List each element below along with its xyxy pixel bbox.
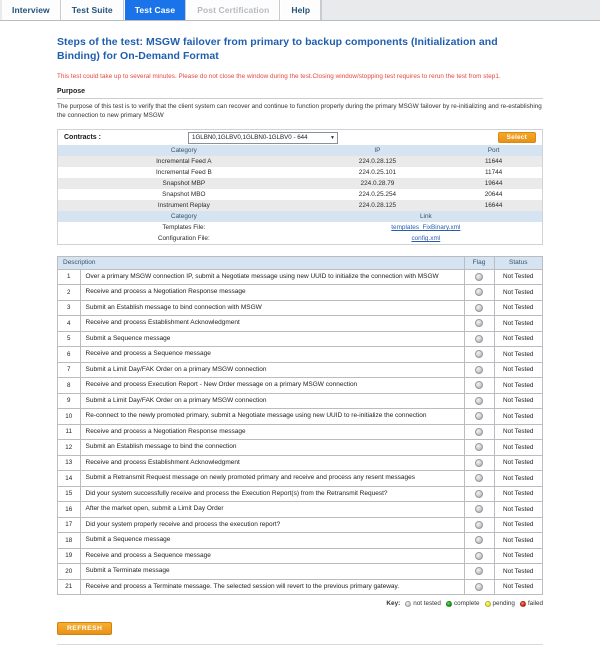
- table-row: [58, 409, 542, 425]
- step-status: Not Tested: [494, 409, 542, 425]
- contracts-label: Contracts :: [64, 134, 101, 141]
- step-number: 1: [58, 269, 80, 285]
- step-description: Receive and process a Sequence message: [80, 548, 464, 564]
- table-row: [58, 455, 542, 471]
- ip-row-ip: 224.0.25.254: [310, 189, 446, 200]
- templates-file-link[interactable]: templates_FixBinary.xml: [391, 224, 461, 231]
- legend-item-not-tested-label: not tested: [413, 600, 441, 607]
- ip-row-ip: 224.0.25.101: [310, 167, 446, 178]
- ip-row-port: 20644: [445, 189, 542, 200]
- status-bulb-icon[interactable]: [475, 304, 483, 312]
- green-dot-icon: [446, 601, 452, 607]
- warning-text: This test could take up to several minutes. Please do not close the window during the test.Closing window/stopping test requires to rerun the test from step1.: [57, 73, 501, 80]
- step-flag-cell: [464, 455, 494, 471]
- table-row: [58, 347, 542, 363]
- table-row: [58, 316, 542, 332]
- step-status: Not Tested: [494, 502, 542, 518]
- contracts-select[interactable]: [188, 132, 338, 144]
- steps-table: [58, 257, 542, 594]
- table-row: [58, 233, 542, 244]
- legend-item-pending: [485, 600, 515, 607]
- step-number: 8: [58, 378, 80, 394]
- step-description: Submit a Limit Day/FAK Order on a primary MSGW connection: [80, 362, 464, 378]
- status-bulb-icon[interactable]: [475, 319, 483, 327]
- ip-table: [58, 145, 542, 211]
- select-button[interactable]: Select: [498, 132, 536, 143]
- step-status: Not Tested: [494, 285, 542, 301]
- table-row: [58, 502, 542, 518]
- table-row: [58, 486, 542, 502]
- table-row: [58, 167, 542, 178]
- step-flag-cell: [464, 269, 494, 285]
- chevron-down-icon: ▼: [330, 134, 335, 141]
- legend: [386, 600, 543, 607]
- refresh-button[interactable]: REFRESH: [57, 622, 112, 635]
- step-status: Not Tested: [494, 486, 542, 502]
- step-status: Not Tested: [494, 517, 542, 533]
- tab-interview-label: Interview: [12, 5, 50, 15]
- step-flag-cell: [464, 393, 494, 409]
- table-row: [58, 471, 542, 487]
- ip-row-ip: 224.0.28.125: [310, 156, 446, 167]
- table-row: [58, 189, 542, 200]
- step-description: Submit an Establish message to bind connection with MSGW: [80, 300, 464, 316]
- step-description: Receive and process a Negotiation Response message: [80, 424, 464, 440]
- step-description: Submit an Establish message to bind the connection: [80, 440, 464, 456]
- tab-help[interactable]: [280, 0, 321, 20]
- step-description: Submit a Retransmit Request message on newly promoted primary and receive and process any resent messages: [80, 471, 464, 487]
- status-bulb-icon[interactable]: [475, 536, 483, 544]
- step-description: Submit a Terminate message: [80, 564, 464, 580]
- step-description: After the market open, submit a Limit Day Order: [80, 502, 464, 518]
- step-flag-cell: [464, 316, 494, 332]
- status-bulb-icon[interactable]: [475, 474, 483, 482]
- contracts-panel: [57, 129, 543, 245]
- table-row: [58, 269, 542, 285]
- step-status: Not Tested: [494, 471, 542, 487]
- step-flag-cell: [464, 440, 494, 456]
- step-number: 14: [58, 471, 80, 487]
- status-bulb-icon[interactable]: [475, 552, 483, 560]
- step-flag-cell: [464, 517, 494, 533]
- config-file-link[interactable]: config.xml: [411, 235, 441, 242]
- table-row: [58, 533, 542, 549]
- ip-table-header-port: Port: [445, 145, 542, 156]
- ip-row-port: 16644: [445, 200, 542, 211]
- red-dot-icon: [520, 601, 526, 607]
- step-flag-cell: [464, 533, 494, 549]
- step-number: 20: [58, 564, 80, 580]
- step-status: Not Tested: [494, 269, 542, 285]
- file-row-category: Templates File:: [58, 222, 310, 233]
- step-flag-cell: [464, 331, 494, 347]
- ip-row-port: 11644: [445, 156, 542, 167]
- file-row-category: Configuration File:: [58, 233, 310, 244]
- step-status: Not Tested: [503, 583, 534, 591]
- table-row: [58, 440, 542, 456]
- legend-item-complete-label: complete: [453, 600, 480, 607]
- ip-table-header-ip: IP: [310, 145, 446, 156]
- contracts-row: [58, 130, 542, 145]
- ip-row-ip: 224.0.28.125: [310, 200, 446, 211]
- step-description: Did your system properly receive and process the execution report?: [80, 517, 464, 533]
- table-row: [58, 548, 542, 564]
- step-number: 12: [58, 440, 80, 456]
- step-number: 9: [58, 393, 80, 409]
- step-number: 6: [58, 347, 80, 363]
- table-row: [58, 517, 542, 533]
- legend-item-complete: [446, 600, 480, 607]
- step-number: 3: [58, 300, 80, 316]
- step-status: Not Tested: [494, 424, 542, 440]
- step-description: Receive and process a Sequence message: [80, 347, 464, 363]
- table-row: [58, 564, 542, 580]
- step-number: 10: [58, 409, 80, 425]
- table-row: [58, 200, 542, 211]
- ip-row-category: Incremental Feed B: [58, 167, 310, 178]
- step-status: Not Tested: [494, 440, 542, 456]
- table-row: [58, 222, 542, 233]
- status-bulb-icon[interactable]: [475, 583, 483, 591]
- step-status: Not Tested: [494, 378, 542, 394]
- contracts-selected-value: 1GLBN0,1GLBV0,1GLBN0-1GLBV0 - 644: [192, 134, 308, 141]
- step-number: 4: [58, 316, 80, 332]
- grey-dot-icon: [405, 601, 411, 607]
- step-number: 15: [58, 486, 80, 502]
- status-bulb-icon[interactable]: [475, 288, 483, 296]
- step-flag-cell: [464, 378, 494, 394]
- table-row: [58, 362, 542, 378]
- step-flag-cell: [464, 362, 494, 378]
- table-row: [58, 156, 542, 167]
- ip-row-ip: 224.0.28.79: [310, 178, 446, 189]
- step-status: Not Tested: [494, 300, 542, 316]
- step-flag-cell: [464, 564, 494, 580]
- status-bulb-icon[interactable]: [475, 381, 483, 389]
- table-row: [58, 300, 542, 316]
- ip-row-port: 11744: [445, 167, 542, 178]
- table-row: [58, 378, 542, 394]
- purpose-label: Purpose: [57, 88, 543, 99]
- purpose-text: The purpose of this test is to verify that the client system can recover and continue to function properly during the primary MSGW failover by re-initializing and re-establishing the connection to new primary MSGW: [57, 103, 542, 119]
- step-flag-cell: [464, 471, 494, 487]
- status-bulb-icon[interactable]: [475, 459, 483, 467]
- legend-item-failed: [520, 600, 543, 607]
- legend-item-pending-label: pending: [492, 600, 515, 607]
- steps-header-status: Status: [494, 257, 542, 269]
- step-status: Not Tested: [494, 347, 542, 363]
- table-row: [58, 424, 542, 440]
- ip-row-category: Instrument Replay: [58, 200, 310, 211]
- step-flag-cell: [464, 486, 494, 502]
- step-flag-cell: [464, 347, 494, 363]
- status-bulb-icon[interactable]: [475, 412, 483, 420]
- tab-interview[interactable]: [2, 0, 61, 20]
- file-table: [58, 211, 542, 244]
- ip-row-category: Incremental Feed A: [58, 156, 310, 167]
- file-row-link-cell: [310, 233, 542, 244]
- step-number: 13: [58, 455, 80, 471]
- content-inner: [14, 35, 586, 645]
- step-number: 18: [58, 533, 80, 549]
- step-number: 7: [58, 362, 80, 378]
- step-status: Not Tested: [494, 362, 542, 378]
- tab-help-label: Help: [291, 5, 311, 15]
- status-bulb-icon[interactable]: [475, 397, 483, 405]
- step-number: 19: [58, 548, 80, 564]
- status-bulb-icon[interactable]: [475, 443, 483, 451]
- step-status: Not Tested: [494, 331, 542, 347]
- tab-test-case[interactable]: [124, 0, 186, 20]
- table-row: [58, 331, 542, 347]
- table-row: [58, 178, 542, 189]
- file-table-header-category: Category: [58, 211, 310, 222]
- page-content: [0, 21, 600, 645]
- status-bulb-icon[interactable]: [475, 490, 483, 498]
- step-number: 5: [58, 331, 80, 347]
- table-row: [58, 579, 542, 594]
- step-status: Not Tested: [494, 455, 542, 471]
- status-bulb-icon[interactable]: [475, 521, 483, 529]
- step-description: Over a primary MSGW connection IP, submit a Negotiate message using new UUID to initialize the connection with MSGW: [80, 269, 464, 285]
- step-description: Submit a Sequence message: [80, 331, 464, 347]
- steps-header-row: [58, 257, 542, 269]
- tab-post-certification-label: Post Certification: [197, 5, 270, 15]
- tab-test-suite-label: Test Suite: [71, 5, 113, 15]
- step-flag-cell: [464, 285, 494, 301]
- step-description: Did your system successfully receive and process the Execution Report(s) from the Retransmit Request?: [80, 486, 464, 502]
- yellow-dot-icon: [485, 601, 491, 607]
- status-bulb-icon[interactable]: [475, 335, 483, 343]
- legend-label: Key:: [386, 600, 401, 607]
- step-description: Receive and process a Terminate message. The selected session will revert to the previous primary gateway.: [80, 579, 464, 594]
- file-row-link-cell: [310, 222, 542, 233]
- legend-footer: [57, 600, 543, 607]
- status-bulb-icon[interactable]: [475, 273, 483, 281]
- tab-test-case-label: Test Case: [134, 5, 176, 15]
- steps-panel: [57, 256, 543, 595]
- file-table-header-row: [58, 211, 542, 222]
- tabbar-filler: [321, 0, 600, 20]
- table-row: [58, 285, 542, 301]
- step-number: 11: [58, 424, 80, 440]
- step-description: Re-connect to the newly promoted primary, submit a Negotiate message using new UUID to re-initialize the connection: [80, 409, 464, 425]
- steps-header-description: Description: [58, 257, 464, 269]
- step-status: Not Tested: [494, 393, 542, 409]
- step-description: Submit a Sequence message: [80, 533, 464, 549]
- status-bulb-icon[interactable]: [475, 350, 483, 358]
- step-flag-cell: [464, 579, 494, 594]
- table-row: [58, 393, 542, 409]
- step-flag-cell: [464, 424, 494, 440]
- step-number: 16: [58, 502, 80, 518]
- step-description: Submit a Limit Day/FAK Order on a primary MSGW connection: [80, 393, 464, 409]
- status-bulb-icon[interactable]: [475, 366, 483, 374]
- steps-table-body: [58, 269, 542, 594]
- step-description: Receive and process Execution Report - New Order message on a primary MSGW connection: [80, 378, 464, 394]
- bottom-divider: [57, 644, 543, 645]
- ip-table-header-category: Category: [58, 145, 310, 156]
- step-status: Not Tested: [494, 316, 542, 332]
- page-title: Steps of the test: MSGW failover from primary to backup components (Initialization and Binding) for On-Demand Format: [57, 36, 498, 62]
- step-status: Not Tested: [494, 564, 542, 580]
- ip-row-category: Snapshot MBO: [58, 189, 310, 200]
- ip-row-category: Snapshot MBP: [58, 178, 310, 189]
- status-bulb-icon[interactable]: [475, 428, 483, 436]
- status-bulb-icon[interactable]: [475, 567, 483, 575]
- file-table-header-link: Link: [310, 211, 542, 222]
- ip-table-header-row: [58, 145, 542, 156]
- tab-post-certification: [186, 0, 280, 20]
- step-number: 2: [58, 285, 80, 301]
- refresh-area: [57, 607, 543, 635]
- step-number: 17: [58, 517, 80, 533]
- status-bulb-icon[interactable]: [475, 505, 483, 513]
- step-status: Not Tested: [494, 548, 542, 564]
- step-description: Receive and process a Negotiation Response message: [80, 285, 464, 301]
- main-tabbar: [0, 0, 600, 21]
- step-description: Receive and process Establishment Acknowledgment: [80, 316, 464, 332]
- step-flag-cell: [464, 409, 494, 425]
- tab-test-suite[interactable]: [61, 0, 124, 20]
- step-flag-cell: [464, 502, 494, 518]
- step-flag-cell: [464, 300, 494, 316]
- step-status: Not Tested: [494, 533, 542, 549]
- steps-header-flag: Flag: [464, 257, 494, 269]
- legend-item-not-tested: [405, 600, 441, 607]
- step-number: 21: [58, 579, 80, 594]
- legend-item-failed-label: failed: [527, 600, 543, 607]
- step-description: Receive and process Establishment Acknowledgment: [80, 455, 464, 471]
- step-flag-cell: [464, 548, 494, 564]
- ip-row-port: 19644: [445, 178, 542, 189]
